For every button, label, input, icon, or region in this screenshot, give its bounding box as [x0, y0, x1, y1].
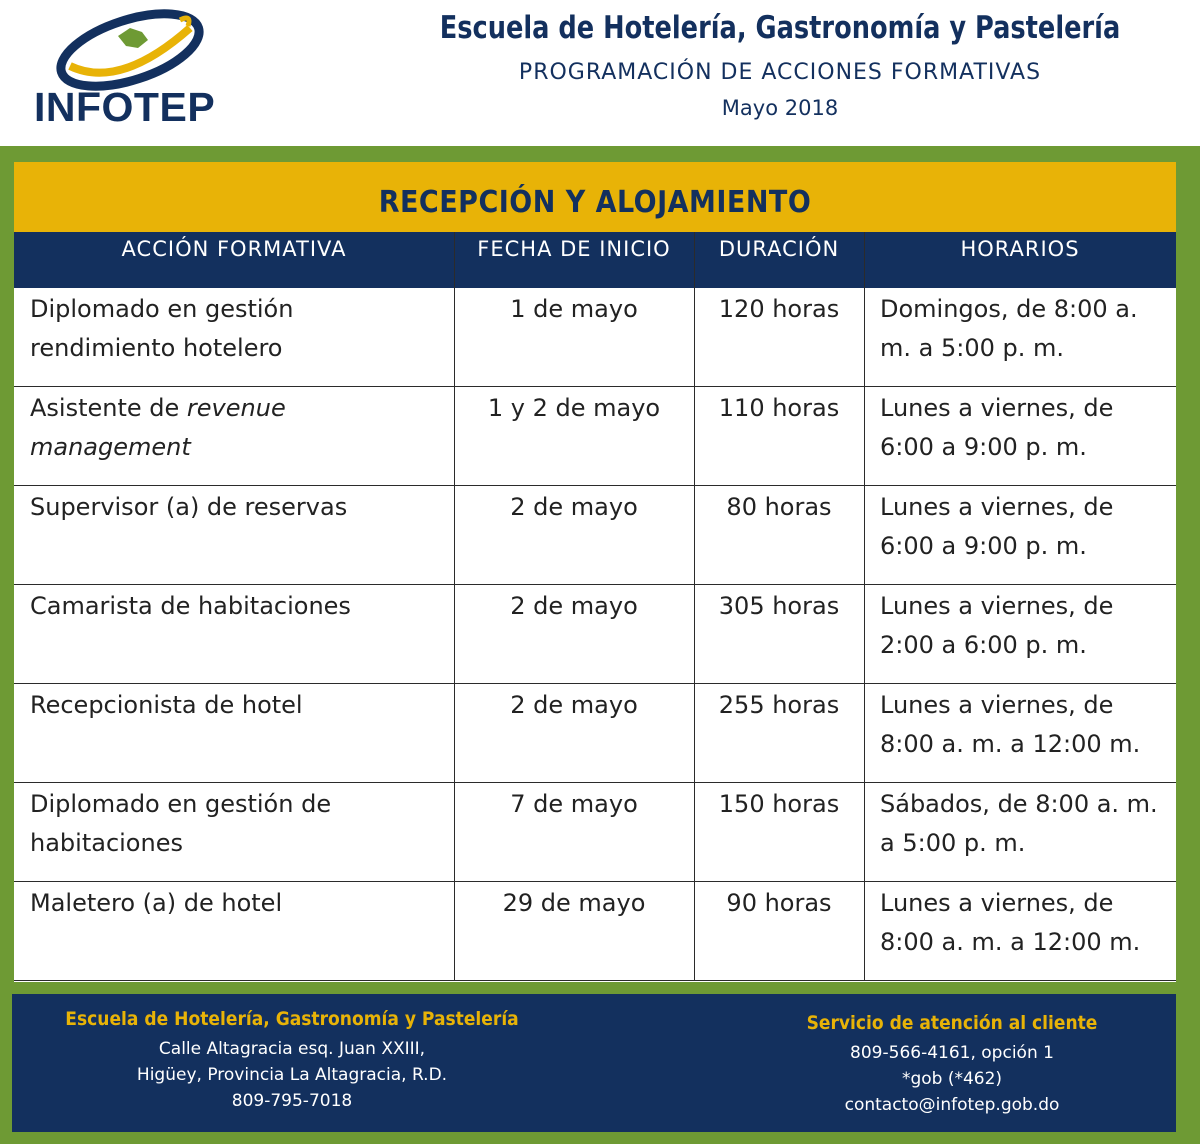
column-divider [694, 232, 695, 981]
table-row [14, 288, 1176, 387]
month-label: Mayo 2018 [721, 96, 839, 120]
cell-accion: Supervisor (a) de reservas [30, 493, 348, 521]
column-divider [454, 232, 455, 981]
cell-accion: Maletero (a) de hotel [30, 889, 283, 917]
cell-horario: Sábados, de 8:00 a. m. a 5:00 p. m. [880, 790, 1158, 857]
cell-accion: Diplomado en gestión rendimiento hotelero [30, 295, 294, 362]
school-title: Escuela de Hotelería, Gastronomía y Pastelería [439, 10, 1121, 46]
cell-horario: Lunes a viernes, de 6:00 a 9:00 p. m. [880, 394, 1114, 461]
footer [12, 994, 1176, 1132]
footer-service-phone: 809-566-4161, opción 1 [850, 1043, 1054, 1063]
cell-duracion: 80 horas [726, 493, 832, 521]
cell-fecha: 1 de mayo [510, 295, 638, 323]
cell-horario: Lunes a viernes, de 6:00 a 9:00 p. m. [880, 493, 1114, 560]
cell-fecha: 2 de mayo [510, 592, 638, 620]
cell-accion: Diplomado en gestión de habitaciones [30, 790, 332, 857]
cell-duracion: 255 horas [718, 691, 840, 719]
logo-wordmark: INFOTEP [34, 84, 216, 130]
column-header-accion: ACCIÓN FORMATIVA [121, 237, 347, 261]
footer-school-phone: 809-795-7018 [231, 1091, 353, 1111]
footer-service-title: Servicio de atención al cliente [806, 1012, 1098, 1034]
footer-customer-service [752, 1012, 1152, 1118]
footer-school-title: Escuela de Hotelería, Gastronomía y Pastelería [65, 1008, 519, 1030]
cell-accion: Recepcionista de hotel [30, 691, 303, 719]
cell-accion [14, 387, 454, 485]
green-frame [0, 146, 1200, 1144]
footer-school-info [12, 1008, 572, 1114]
cell-duracion: 90 horas [726, 889, 832, 917]
cell-fecha: 1 y 2 de mayo [487, 394, 661, 422]
footer-address-line-1: Calle Altagracia esq. Juan XXIII, [158, 1039, 426, 1059]
program-title: PROGRAMACIÓN DE ACCIONES FORMATIVAS [518, 60, 1042, 85]
column-header-horarios: HORARIOS [960, 237, 1080, 261]
cell-horario: Domingos, de 8:00 a. m. a 5:00 p. m. [880, 295, 1138, 362]
cell-fecha: 2 de mayo [510, 493, 638, 521]
footer-address-line-2: Higüey, Provincia La Altagracia, R.D. [136, 1065, 448, 1085]
cell-accion: Camarista de habitaciones [30, 592, 351, 620]
header [0, 0, 1200, 146]
cell-fecha: 7 de mayo [510, 790, 638, 818]
cell-duracion: 305 horas [718, 592, 840, 620]
cell-horario: Lunes a viernes, de 8:00 a. m. a 12:00 m. [880, 691, 1141, 758]
table-row [14, 585, 1176, 684]
cell-horario: Lunes a viernes, de 2:00 a 6:00 p. m. [880, 592, 1114, 659]
table-row [14, 387, 1176, 486]
column-header-row [14, 232, 1176, 288]
cell-horario: Lunes a viernes, de 8:00 a. m. a 12:00 m. [880, 889, 1141, 956]
accion-text: Asistente de [30, 394, 187, 422]
table-row [14, 882, 1176, 981]
cell-fecha: 2 de mayo [510, 691, 638, 719]
section-title: RECEPCIÓN Y ALOJAMIENTO [378, 185, 812, 220]
table-row [14, 486, 1176, 585]
footer-service-short-code: *gob (*462) [901, 1069, 1003, 1089]
section-header [14, 162, 1176, 232]
column-header-fecha: FECHA DE INICIO [477, 237, 671, 261]
column-header-duracion: DURACIÓN [718, 237, 840, 261]
cell-duracion: 150 horas [718, 790, 840, 818]
table-body [14, 288, 1176, 981]
accion-italic-text: revenue management [30, 394, 286, 461]
cell-duracion: 110 horas [718, 394, 840, 422]
schedule-table [14, 162, 1176, 982]
table-row [14, 783, 1176, 882]
footer-email-link[interactable]: contacto@infotep.gob.do [844, 1095, 1060, 1115]
cell-duracion: 120 horas [718, 295, 840, 323]
cell-fecha: 29 de mayo [502, 889, 646, 917]
column-divider [864, 232, 865, 981]
table-row [14, 684, 1176, 783]
